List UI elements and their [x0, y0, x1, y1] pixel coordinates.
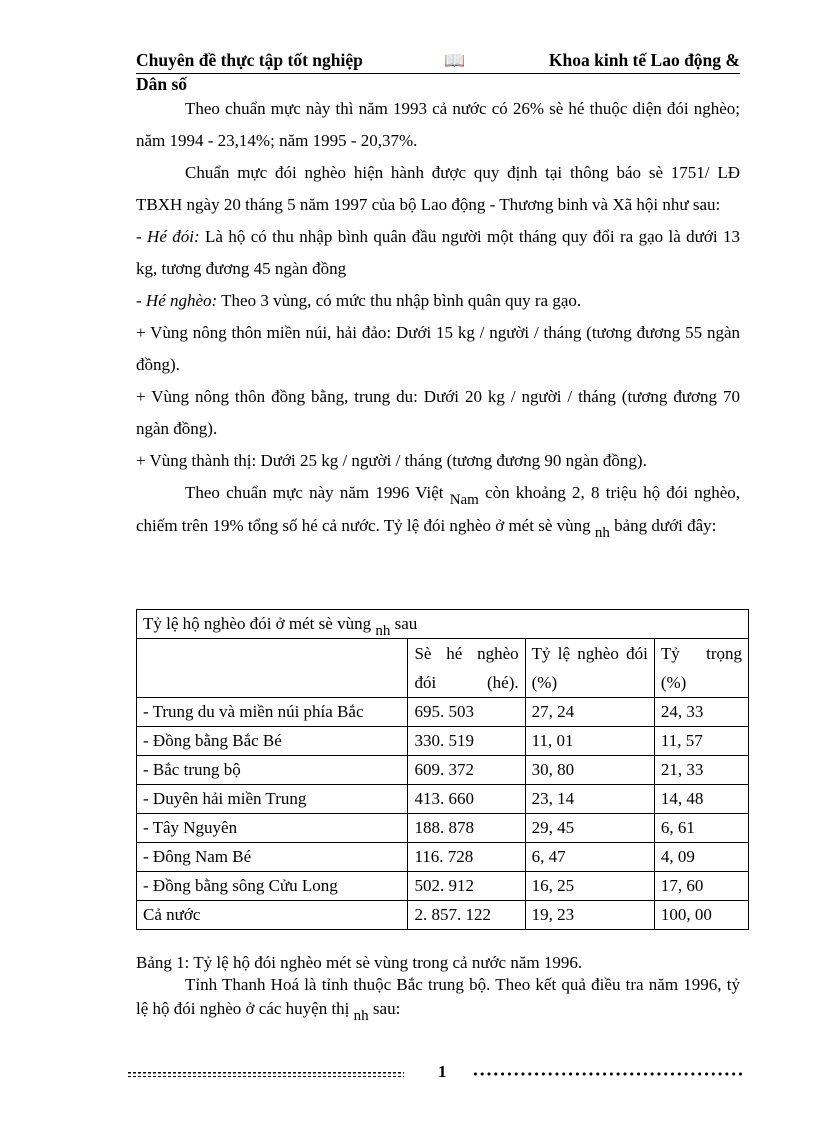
- table-cell: 4, 09: [654, 843, 748, 872]
- table-cell: - Đồng bằng Bắc Bé: [137, 727, 408, 756]
- text-run: Nam: [449, 492, 479, 508]
- table-cell: 695. 503: [408, 698, 525, 727]
- table-cell: 11, 57: [654, 727, 748, 756]
- table-title: [137, 610, 749, 639]
- table-row: [137, 698, 749, 727]
- table-cell: 29, 45: [525, 814, 654, 843]
- table-cell: 116. 728: [408, 843, 525, 872]
- closing-paragraph: [136, 973, 740, 1022]
- paragraph: + Vùng nông thôn miền núi, hải đảo: Dưới 15 kg / người / tháng (tương đương 55 ngàn đồng).: [136, 323, 740, 374]
- table-cell: 609. 372: [408, 756, 525, 785]
- paragraph: [136, 973, 740, 1022]
- poverty-rate-table: [136, 609, 749, 930]
- column-header: [654, 639, 748, 698]
- table-row: [137, 814, 749, 843]
- header-right-title: Khoa kinh tế Lao động &: [548, 50, 740, 70]
- text-run: nh: [353, 1008, 369, 1024]
- table-cell: Cả nước: [137, 901, 408, 930]
- text-run: Sè hé nghèo đói (hé).: [414, 644, 519, 692]
- paragraph: + Vùng nông thôn đồng bằng, trung du: Dưới 20 kg / người / tháng (tương đương 70 ngàn đồng).: [136, 387, 740, 438]
- table-cell: 16, 25: [525, 872, 654, 901]
- table-cell: 24, 33: [654, 698, 748, 727]
- header-second-line: Dân số: [136, 74, 188, 94]
- table-cell: 17, 60: [654, 872, 748, 901]
- page-number: 1: [438, 1062, 447, 1081]
- text-run: nh: [375, 623, 391, 639]
- table-cell: - Duyên hải miền Trung: [137, 785, 408, 814]
- table-cell: 188. 878: [408, 814, 525, 843]
- table-cell: 11, 01: [525, 727, 654, 756]
- footer-dotted-rule-right: [472, 1072, 742, 1076]
- paragraph: Chuẩn mực đói nghèo hiện hành được quy định tại thông báo sè 1751/ LĐ TBXH ngày 20 tháng 5 năm 1997 của bộ Lao động - Thương binh và Xã hội như sau:: [136, 163, 740, 214]
- paragraph: [136, 477, 740, 543]
- text-run: bảng dưới đây:: [609, 516, 717, 535]
- table-cell: 30, 80: [525, 756, 654, 785]
- table-cell: 330. 519: [408, 727, 525, 756]
- table-row: [137, 843, 749, 872]
- paragraph: Theo chuẩn mực này thì năm 1993 cả nước có 26% sè hé thuộc diện đói nghèo; năm 1994 - 23,14%; năm 1995 - 20,37%.: [136, 99, 740, 150]
- text-run: sau: [390, 614, 418, 633]
- column-header: [137, 639, 408, 698]
- page-footer: [128, 1062, 742, 1082]
- open-book-icon: 📖: [444, 51, 466, 70]
- term-text: Theo 3 vùng, có mức thu nhập bình quân quy ra gạo.: [217, 291, 582, 310]
- table-cell: 14, 48: [654, 785, 748, 814]
- table-title-row: [137, 610, 749, 639]
- text-run: còn khoảng 2, 8 triệu hộ đói nghèo, chiếm trên 19% tổng số hé cả nước. Tỷ lệ đói nghèo ở mét sè vùng: [136, 483, 740, 535]
- paragraph: [136, 221, 740, 285]
- page-header: [136, 50, 740, 94]
- table-cell: 502. 912: [408, 872, 525, 901]
- table-cell: - Đồng bằng sông Cửu Long: [137, 872, 408, 901]
- header-left-title: Chuyên đề thực tập tốt nghiệp: [136, 50, 363, 70]
- footer-dotted-rule-left: [128, 1072, 404, 1077]
- term-text: Là hộ có thu nhập bình quân đầu người một tháng quy đổi ra gạo là dưới 13 kg, tương đương 45 ngàn đồng: [136, 227, 741, 278]
- table-cell: 2. 857. 122: [408, 901, 525, 930]
- text-run: nh: [594, 525, 610, 541]
- table-header-row: [137, 639, 749, 698]
- table-cell: 413. 660: [408, 785, 525, 814]
- text-run: Tỷ lệ hộ nghèo đói ở mét sè vùng: [143, 614, 376, 633]
- body-text: [136, 93, 740, 543]
- table-row: [137, 727, 749, 756]
- table-cell: - Trung du và miền núi phía Bắc: [137, 698, 408, 727]
- header-rule: [136, 73, 740, 74]
- paragraph: [136, 285, 740, 317]
- text-run: Tỉnh Thanh Hoá là tỉnh thuộc Bắc trung bộ. Theo kết quả điều tra năm 1996, tỷ lệ hộ đói nghèo ở các huyện thị: [136, 975, 740, 1018]
- paragraph: + Vùng thành thị: Dưới 25 kg / người / tháng (tương đương 90 ngàn đồng).: [136, 451, 647, 470]
- table-cell: 6, 61: [654, 814, 748, 843]
- table-caption: Bảng 1: Tỷ lệ hộ đói nghèo mét sè vùng trong cả nước năm 1996.: [136, 953, 583, 972]
- table-total-row: [137, 901, 749, 930]
- table-cell: 6, 47: [525, 843, 654, 872]
- table-cell: 27, 24: [525, 698, 654, 727]
- column-header: [408, 639, 525, 698]
- text-run: Tỷ trọng (%): [660, 644, 742, 692]
- table-row: [137, 785, 749, 814]
- table-cell: 21, 33: [654, 756, 748, 785]
- table-row: [137, 872, 749, 901]
- table-cell: 23, 14: [525, 785, 654, 814]
- table-cell: - Bắc trung bộ: [137, 756, 408, 785]
- table-cell: 100, 00: [654, 901, 748, 930]
- table-row: [137, 756, 749, 785]
- text-run: Tỷ lệ nghèo đói (%): [531, 644, 648, 692]
- table-cell: 19, 23: [525, 901, 654, 930]
- table-cell: - Đông Nam Bé: [137, 843, 408, 872]
- term-label: - Hé nghèo:: [136, 291, 218, 310]
- text-run: sau:: [368, 999, 401, 1018]
- text-run: Theo chuẩn mực này năm 1996 Việt: [185, 483, 450, 502]
- table-cell: - Tây Nguyên: [137, 814, 408, 843]
- term-label: - Hé đói:: [136, 227, 200, 246]
- column-header: [525, 639, 654, 698]
